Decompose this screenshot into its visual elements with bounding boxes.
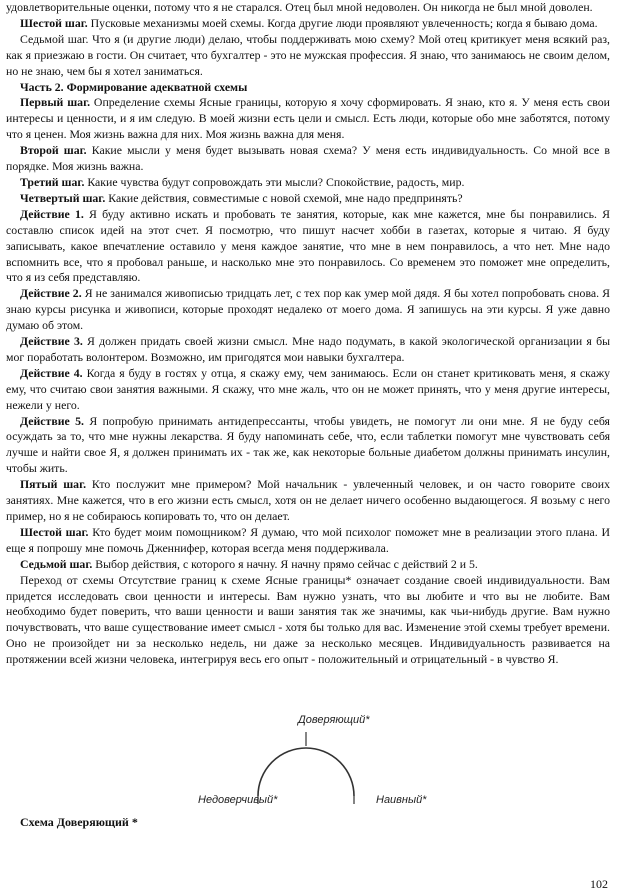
paragraph-text: Я должен придать своей жизни смысл. Мне надо подумать, в какой экологической организации я бы мог поработать волонтером. Возможно, им пригодятся мои навыки бухгалтера. (6, 334, 610, 364)
paragraph-text: Кто послужит мне примером? Мой начальник - увлеченный человек, и он часто говорите своих занятиях. Мне кажется, что в его жизни есть смысл, хотя он не делает ничего особенно выдающегося. Я возьму с него пример, но я не собираюсь копировать то, что он делает. (6, 477, 610, 523)
paragraph-heading: Третий шаг. (20, 174, 85, 189)
paragraph (6, 16, 610, 32)
paragraph (6, 366, 610, 414)
paragraph (6, 477, 610, 525)
diagram-label-distrustful: Недоверчивый* (198, 794, 278, 806)
paragraph (6, 175, 610, 191)
paragraph-heading: Шестой шаг. (20, 15, 88, 30)
paragraph-text: удовлетворительные оценки, потому что я не старался. Отец был мной недоволен. Он никогда не был мной доволен. (6, 0, 593, 14)
paragraph-text: Седьмой шаг. Что я (и другие люди) делаю, чтобы поддерживать мою схему? Мой отец критикует меня всякий раз, как я приезжаю в гости. Он считает, что бухгалтер - это не мужская профессия. Я знаю, что занимаюсь не своим делом, но не знаю, чем бы я хотел заниматься. (6, 31, 610, 78)
paragraph-text: Я буду активно искать и пробовать те занятия, которые, как мне кажется, мне бы понравились. Я составлю список идей на этот счет. Я посмотрю, что пишут насчет хобби в газетах, которые я читаю. Я буду записывать, какое впечатление оставило у меня каждое занятие, что мне в нем понравилось, а что нет. Мне надо вспомнить все, что я пробовал раньше, и насколько мне это понравилось. Со временем это поможет мне определить, что я из себя представляю. (6, 206, 610, 285)
paragraph-text: Выбор действия, с которого я начну. Я начну прямо сейчас с действий 2 и 5. (92, 556, 478, 571)
paragraph-text: Какие мысли у меня будет вызывать новая схема? У меня есть индивидуальность. Со мной все в порядке. Моя жизнь важна. (6, 143, 610, 174)
paragraph-heading: Действие 1. (20, 206, 84, 221)
paragraph-text: Я не занимался живописью тридцать лет, с тех пор как умер мой дядя. Я бы хотел попробовать снова. Я знаю курсы рисунка и живописи, которые проходят недалеко от моего дома. Я запишусь на эти курсы. Я уже давно думаю об этом. (6, 286, 610, 333)
paragraph-heading: Пятый шаг. (20, 477, 87, 492)
paragraph-heading: Действие 2. (20, 286, 82, 301)
paragraph-text: Я попробую принимать антидепрессанты, чтобы увидеть, не помогут ли они мне. Я не буду себя осуждать за то, что мне нужны лекарства. Я буду напоминать себе, что, если таблетки помогут мне чувствовать себя лучше и найти свое Я, я должен принимать их - так же, как некоторые больные диабетом должны принимать инсулин, чтобы жить. (6, 413, 610, 476)
diagram-label-trusting: Доверяющий* (298, 714, 370, 726)
paragraph-heading: Действие 4. (20, 365, 83, 380)
paragraph (6, 286, 610, 334)
paragraph-text: Кто будет моим помощником? Я думаю, что мой психолог поможет мне в реализации этого плана. И еще я попрошу мне помочь Дженнифер, которая всегда меня поддерживала. (6, 524, 610, 555)
paragraph (6, 80, 610, 96)
paragraph (6, 414, 610, 478)
paragraph (6, 32, 610, 80)
paragraph-heading: Первый шаг. (20, 95, 91, 110)
paragraph-heading: Действие 5. (20, 413, 84, 428)
paragraph-text: Какие чувства будут сопровождать эти мысли? Спокойствие, радость, мир. (84, 174, 465, 189)
paragraph-text: Какие действия, совместимые с новой схемой, мне надо предпринять? (105, 190, 463, 205)
page-number: 102 (590, 877, 608, 891)
paragraph-text: Когда я буду в гостях у отца, я скажу ему, чем занимаюсь. Если он станет критиковать меня, я скажу ему, что считаю свои занятия важными. Я скажу, что мне жаль, что он не может принять, что у меня другие интересы, нежели у него. (6, 365, 610, 412)
paragraph-heading: Четвертый шаг. (20, 190, 106, 205)
paragraph (6, 95, 610, 143)
paragraph-heading: Шестой шаг. (20, 524, 89, 539)
paragraph (6, 557, 610, 573)
paragraph (6, 573, 610, 668)
diagram-label-naive: Наивный* (376, 794, 427, 806)
paragraph-heading: Часть 2. Формирование адекватной схемы (20, 79, 248, 94)
paragraph-text: Переход от схемы Отсутствие границ к схеме Ясные границы* означает создание своей индивидуальности. Вам придется исследовать свои ценности и интересы. Вам нужно узнать, что вы любите и что вы не любите. Вам необходимо будет поверить, что ваши ценности и ваши занятия так же значимы, как чьи-нибудь другие. Вам нужно почувствовать, что ваше существование имеет смысл - хотя бы только для вас. Изменение этой схемы требует времени. Оно не произойдет ни за несколько недель, ни даже за несколько месяцев. Индивидуальность развивается на протяжении всей жизни человека, интегрируя весь его опыт - положительный и отрицательный - в чувство Я. (6, 572, 610, 667)
paragraph-heading: Седьмой шаг. (20, 556, 93, 571)
trust-schema-diagram (180, 712, 480, 816)
paragraph-heading: Действие 3. (20, 334, 83, 349)
paragraph-text: Пусковые механизмы моей схемы. Когда другие люди проявляют увлеченность; когда я бываю дома. (87, 15, 598, 30)
figure-caption: Схема Доверяющий * (20, 815, 138, 829)
paragraph (6, 191, 610, 207)
body-text (6, 0, 610, 668)
paragraph (6, 334, 610, 366)
paragraph (6, 525, 610, 557)
paragraph-text: Определение схемы Ясные границы, которую я хочу сформировать. Я знаю, кто я. У меня есть свои интересы и ценности, и я им следую. В моей жизни есть цели и смысл. Есть люди, которые обо мне заботятся, потому что я ценен. Моя жизнь важна для них. Моя жизнь важна для меня. (6, 95, 610, 142)
paragraph (6, 143, 610, 175)
paragraph (6, 0, 610, 16)
paragraph-heading: Второй шаг. (20, 143, 87, 158)
paragraph (6, 207, 610, 287)
